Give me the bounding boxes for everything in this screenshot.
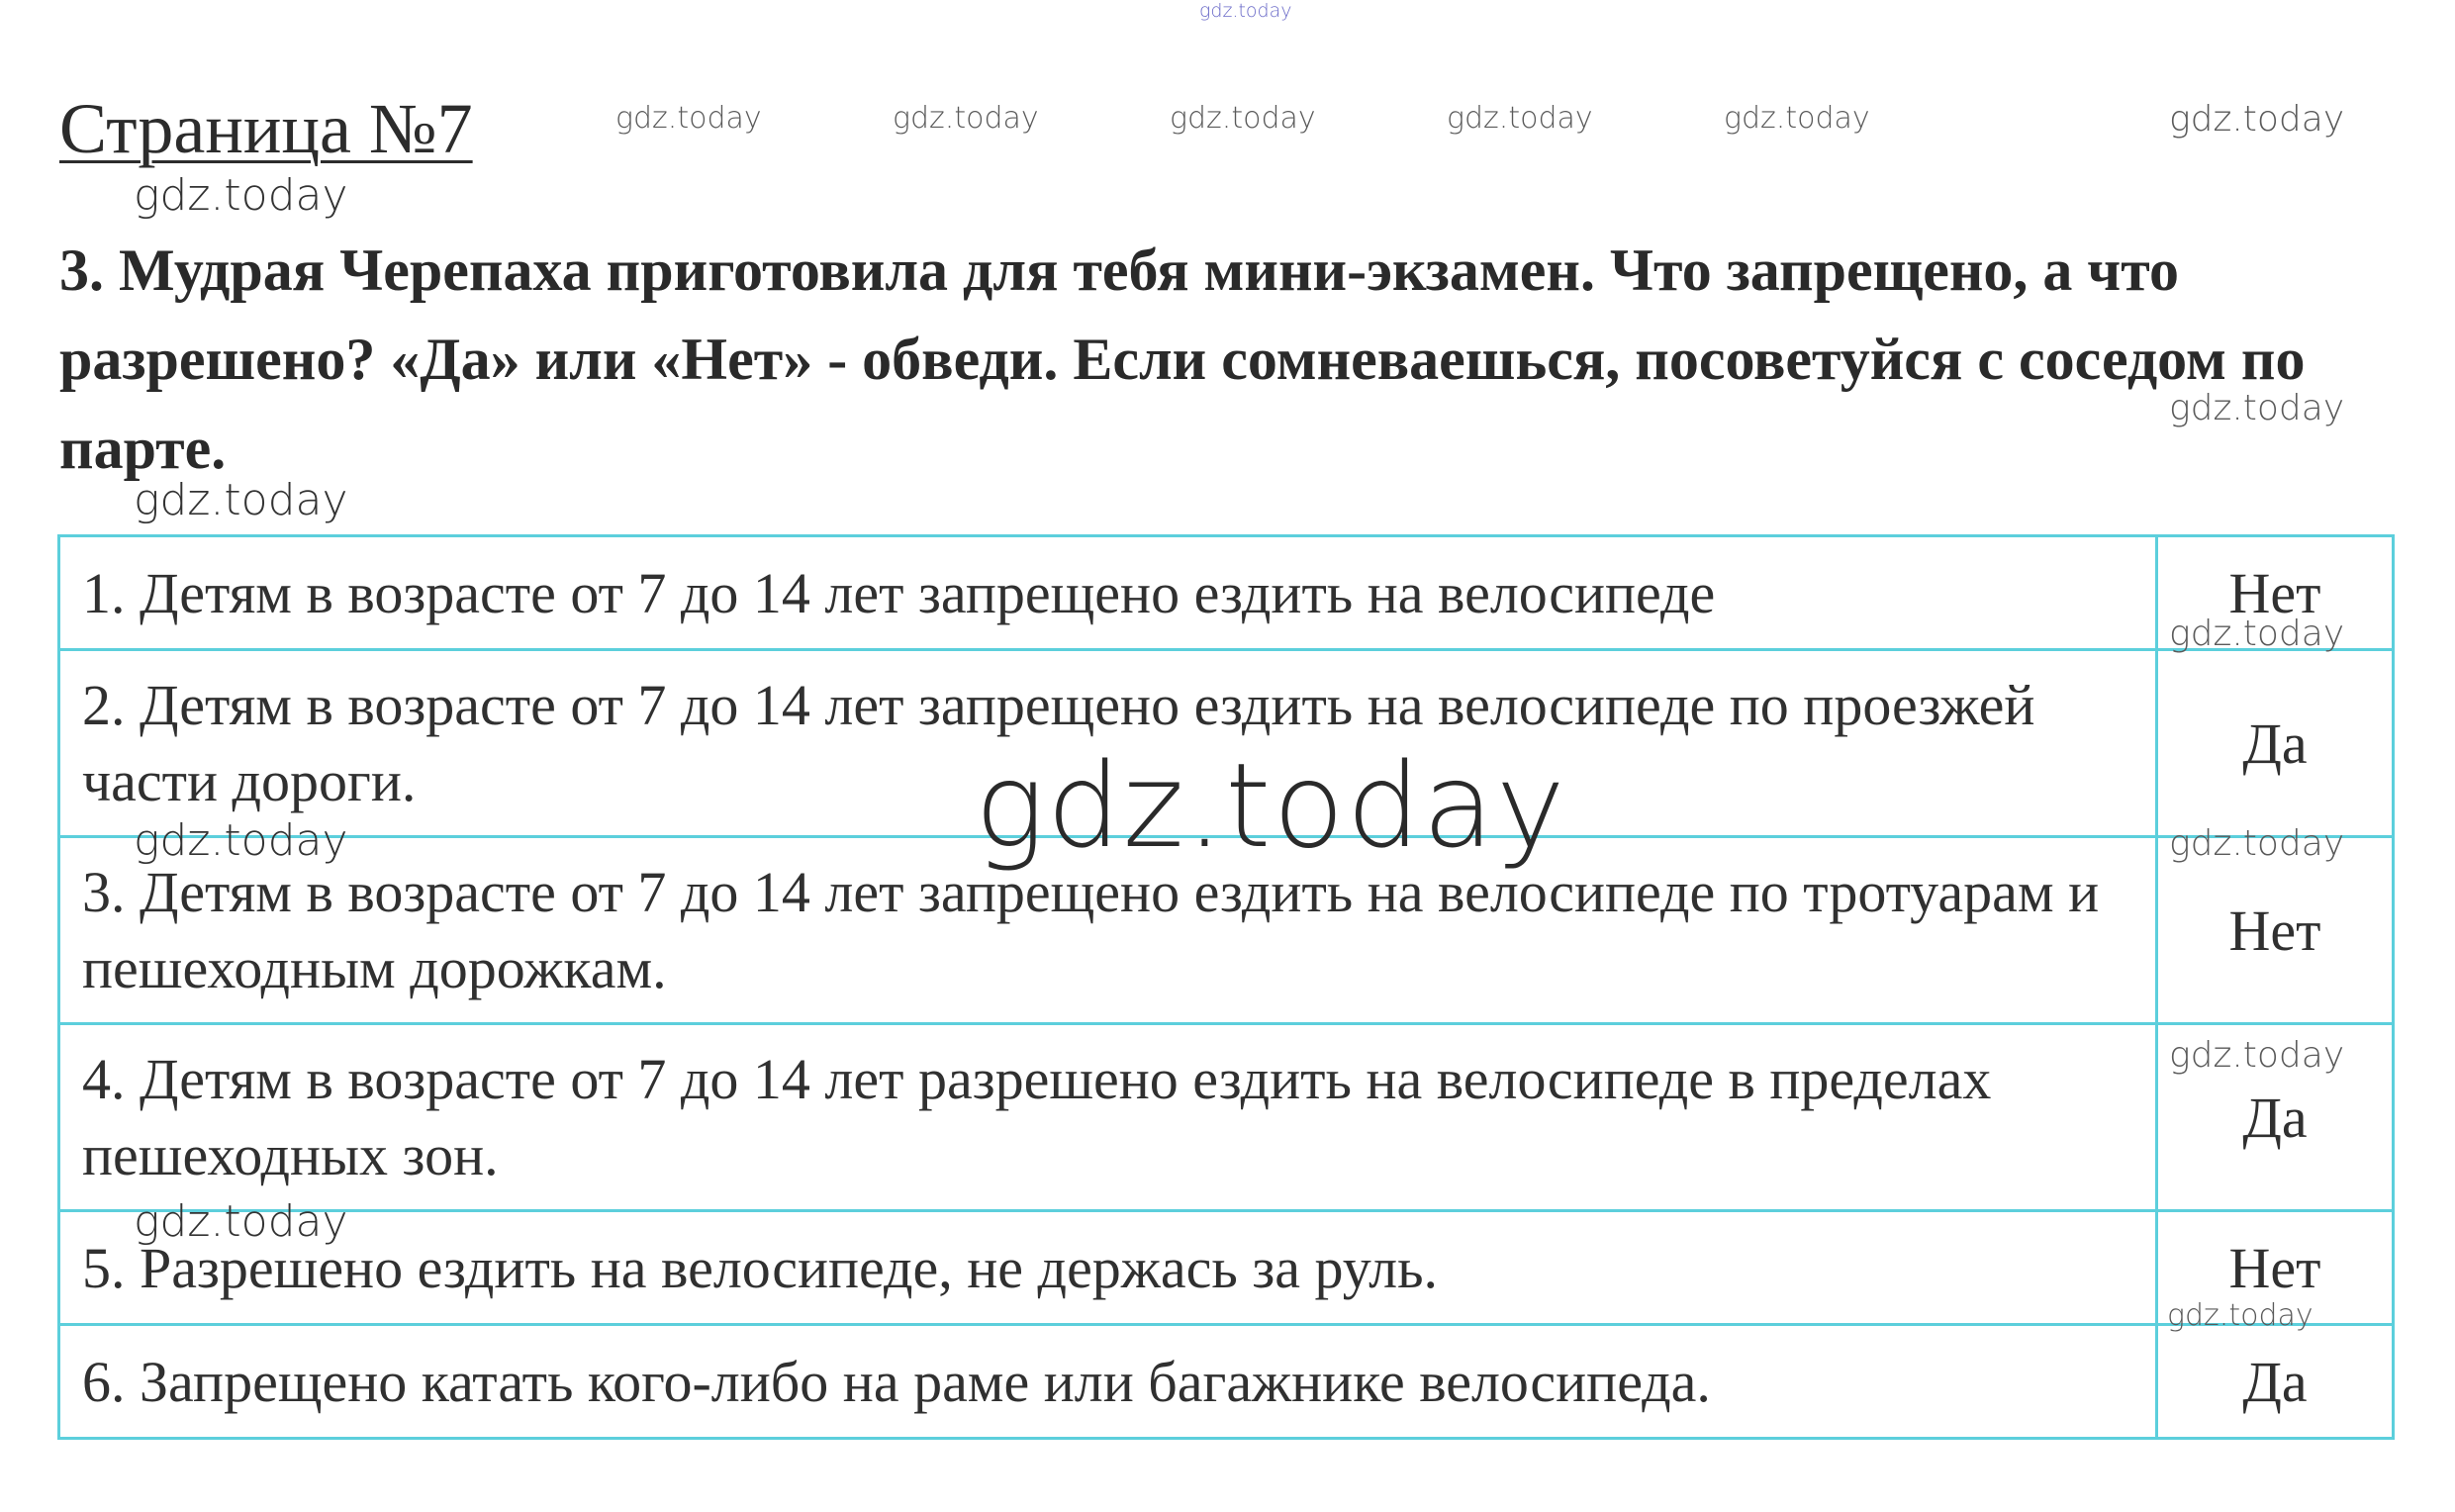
page-title: Страница №7 [59, 89, 473, 168]
watermark: gdz.today [2169, 388, 2345, 428]
watermark: gdz.today [134, 170, 348, 221]
watermark: gdz.today [134, 815, 348, 866]
table-row [59, 536, 2394, 650]
answer-cell: Нет [2157, 1211, 2394, 1325]
statement-cell: 2. Детям в возрасте от 7 до 14 лет запрещено ездить на велосипеде по проезжей части дороги. [59, 650, 2157, 837]
watermark: gdz.today [1447, 101, 1593, 136]
watermark: gdz.today [2169, 823, 2345, 864]
answer-cell: Да [2157, 1024, 2394, 1211]
table-row [59, 1325, 2394, 1439]
watermark: gdz.today [1199, 0, 1292, 22]
answer-cell: Да [2157, 1325, 2394, 1439]
watermark: gdz.today [975, 737, 1567, 874]
watermark: gdz.today [134, 1196, 348, 1247]
answer-cell: Нет [2157, 837, 2394, 1024]
statement-cell: 4. Детям в возрасте от 7 до 14 лет разрешено ездить на велосипеде в пределах пешеходных зон. [59, 1024, 2157, 1211]
answer-table [57, 534, 2395, 1440]
watermark: gdz.today [2169, 99, 2345, 140]
answer-cell: Да [2157, 650, 2394, 837]
watermark: gdz.today [1724, 101, 1870, 136]
watermark: gdz.today [134, 475, 348, 525]
statement-cell: 6. Запрещено катать кого-либо на раме или багажнике велосипеда. [59, 1325, 2157, 1439]
watermark: gdz.today [893, 101, 1039, 136]
watermark: gdz.today [2167, 1298, 2313, 1333]
statement-cell: 5. Разрешено ездить на велосипеде, не держась за руль. [59, 1211, 2157, 1325]
answer-cell: Нет [2157, 536, 2394, 650]
watermark: gdz.today [615, 101, 762, 136]
watermark: gdz.today [1170, 101, 1316, 136]
watermark: gdz.today [2169, 1035, 2345, 1076]
table-row [59, 1024, 2394, 1211]
watermark: gdz.today [2169, 614, 2345, 654]
table-row [59, 1211, 2394, 1325]
task-text: 3. Мудрая Черепаха приготовила для тебя мини-экзамен. Что запрещено, а что разрешено? «Да» или «Нет» - обведи. Если сомневаешься, посоветуйся с соседом по парте. [59, 237, 2306, 481]
statement-cell: 1. Детям в возрасте от 7 до 14 лет запрещено ездить на велосипеде [59, 536, 2157, 650]
statement-cell: 3. Детям в возрасте от 7 до 14 лет запрещено ездить на велосипеде по тротуарам и пешеходным дорожкам. [59, 837, 2157, 1024]
